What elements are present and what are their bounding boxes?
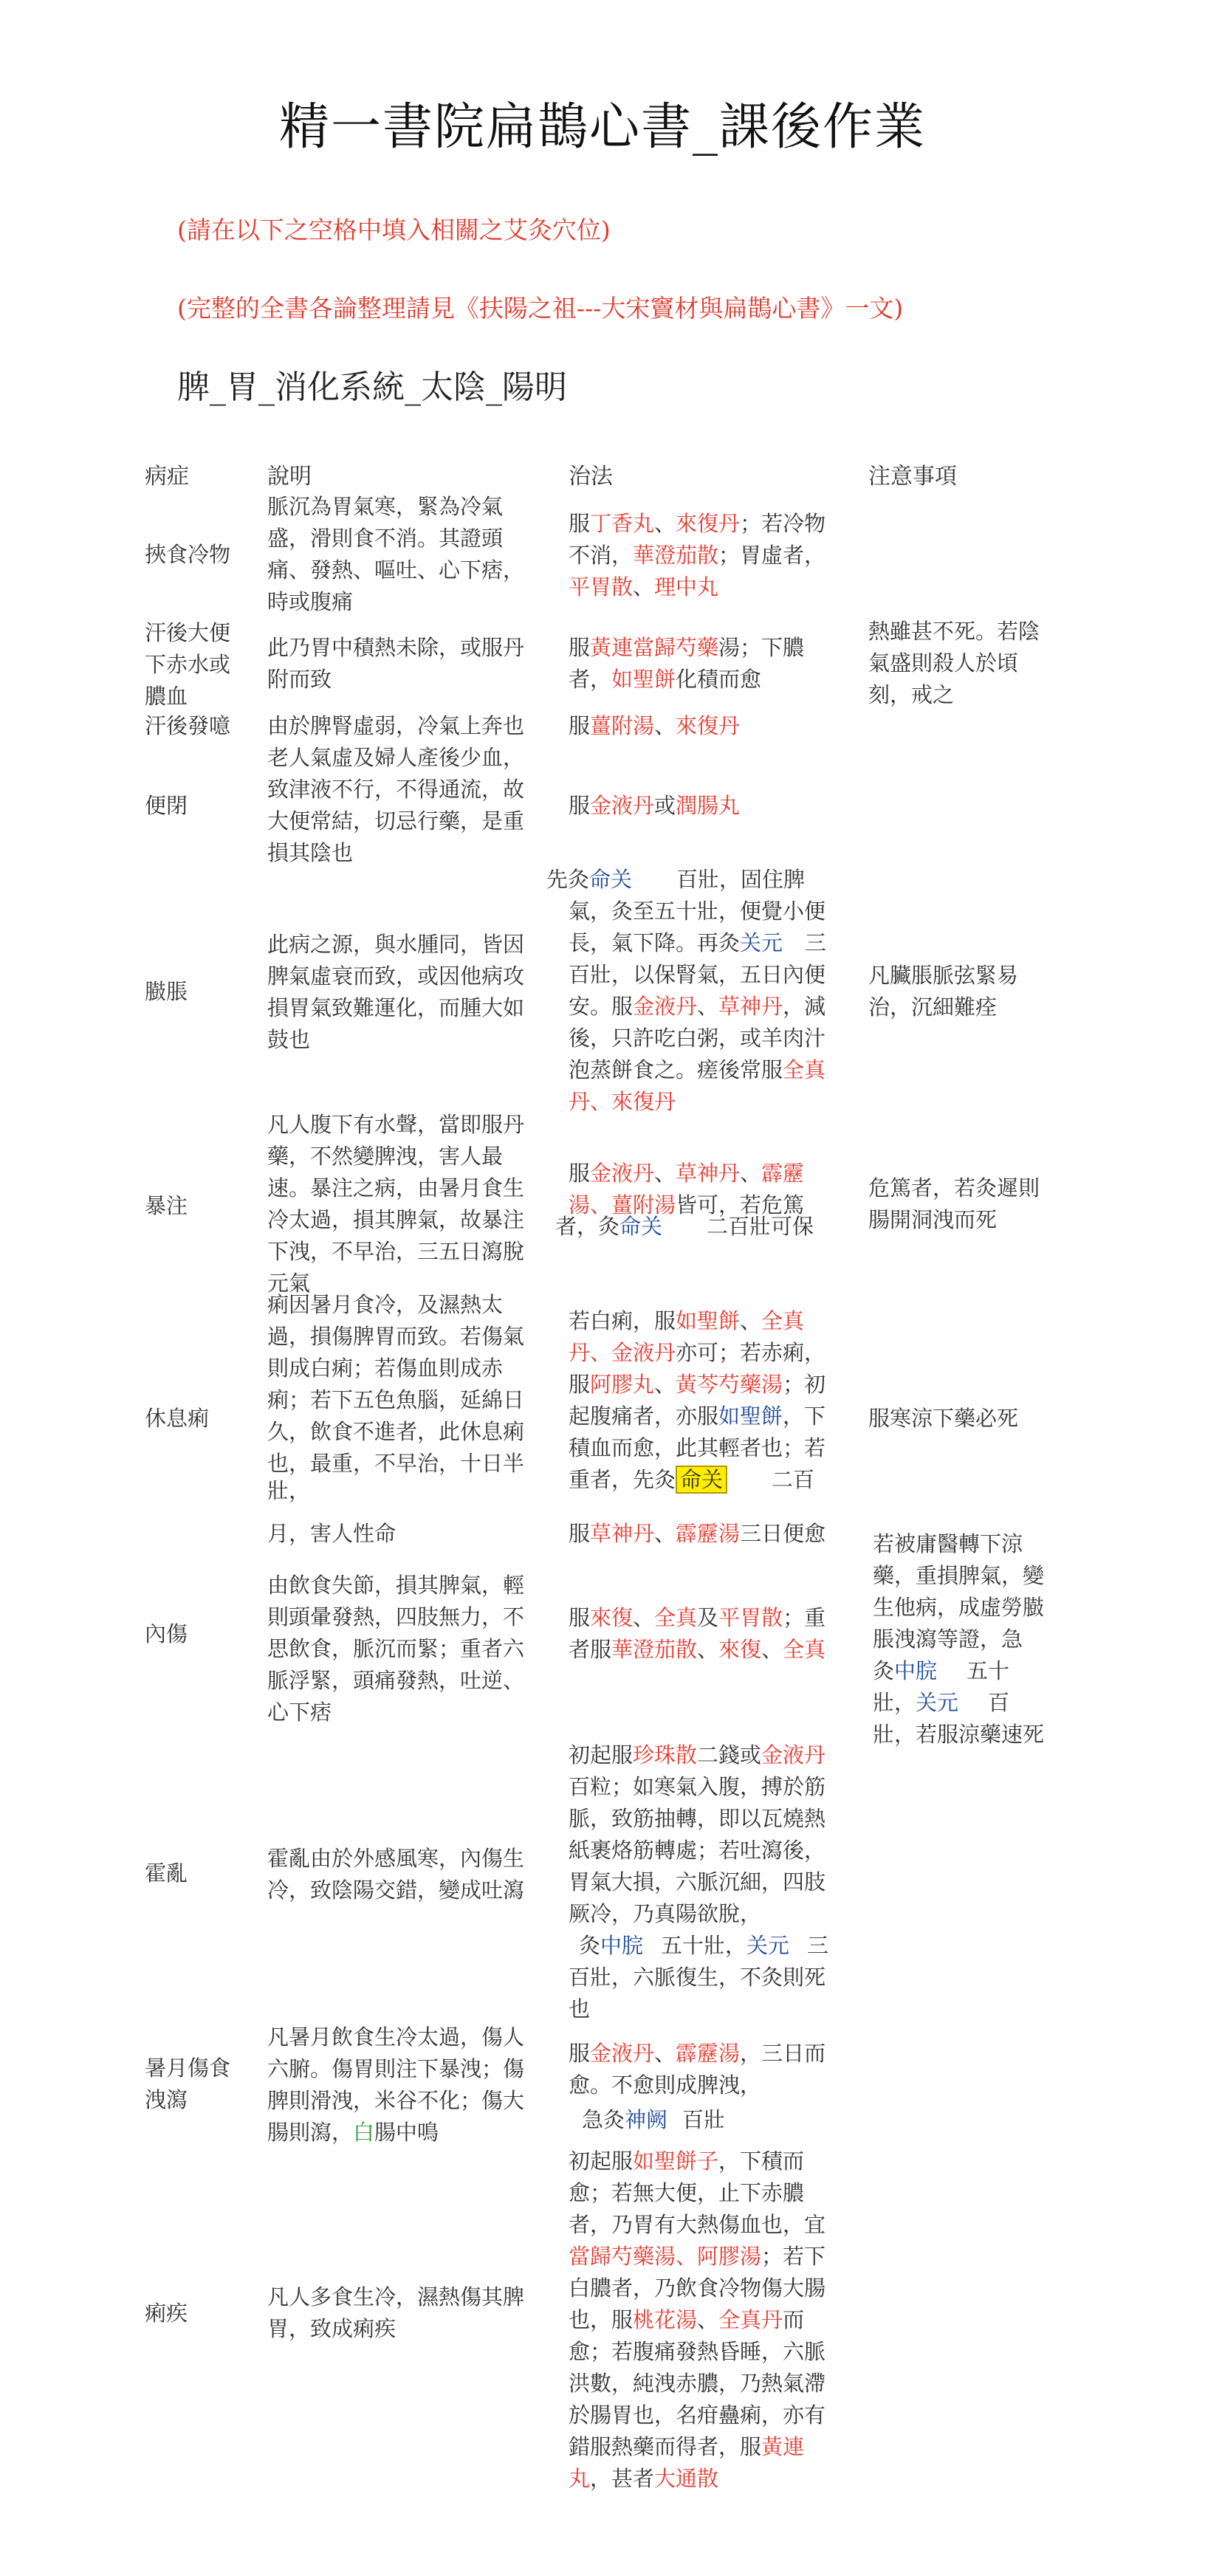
disease-cell: 痢疾	[145, 2301, 188, 2326]
remedy: 來復丹	[676, 511, 741, 536]
note-cell: 服寒涼下藥必死	[868, 1406, 1019, 1431]
remedy: 金液丹	[590, 1161, 655, 1186]
remedy: 金液丹	[611, 1340, 676, 1365]
treat-cell: 初起服如聖餅子，下積而 愈；若無大便，止下赤膿 者，乃胃有大熱傷血也，宜 當歸芍藥湯、阿膠湯；若下 白膿者，乃飲食冷物傷大腸 也，服桃花湯、全真丹而 愈；若腹痛發熱昏睡，六脈 洪數，純洩赤膿，乃熱氣滯 於腸胃也，名疳蠱痢，亦有 錯服熱藥而得者，服黃連 丸，甚者大通散	[569, 2149, 826, 2491]
header-treat: 治法	[569, 464, 613, 490]
reference-note: (完整的全書各論整理請見《扶陽之祖---大宋竇材與扁鵲心書》一文)	[177, 294, 904, 323]
remedy: 霹靂湯	[676, 2041, 741, 2066]
remedy: 全真	[761, 1308, 805, 1333]
acupoint: 关元	[916, 1690, 959, 1715]
header-explain: 說明	[267, 464, 312, 490]
acupoint: 中脘	[894, 1658, 938, 1683]
remedy: 如聖餅	[718, 1404, 783, 1429]
instruction-note: (請在以下之空格中填入相關之艾灸穴位)	[177, 216, 611, 244]
acupoint: 关元	[746, 1933, 790, 1958]
remedy: 霹靂	[761, 1161, 805, 1186]
remedy: 草神丹	[590, 1521, 655, 1546]
header-note: 注意事項	[868, 464, 957, 490]
remedy: 全真丹	[718, 2307, 783, 2332]
remedy: 平胃散	[718, 1605, 783, 1630]
remedy: 阿膠湯	[697, 2244, 762, 2269]
treat-cell: 服草神丹、霹靂湯三日便愈	[569, 1521, 826, 1546]
note-cell: 危篤者，若灸遲則 腸開洞洩而死	[868, 1175, 1040, 1232]
treat-cell: 氣，灸至五十壯，便覺小便 長，氣下降。再灸关元 三 百壯，以保腎氣，五日內便 安。服金液丹、草神丹，減 後，只許吃白粥，或羊肉汁 泡蒸餅食之。瘥後常服全真 丹、來復丹	[569, 899, 827, 1114]
explain-cell: 凡暑月飲食生冷太過，傷人 六腑。傷胃則注下暴洩；傷 脾則滑洩，米谷不化；傷大 腸則瀉，白腸中鳴	[267, 2024, 525, 2145]
remedy: 草神丹	[718, 994, 783, 1019]
explain-cell: 月，害人性命	[267, 1521, 396, 1546]
remedy: 來復丹	[676, 713, 741, 738]
note-cell: 若被庸醫轉下涼 藥，重損脾氣，變 生他病，成虛勞臌 脹洩瀉等證，急 灸中脘 五十 壯，关元 百 壯，若服涼藥速死	[873, 1531, 1045, 1747]
remedy: 華澄茄散	[633, 543, 719, 568]
remedy: 薑附湯	[611, 1192, 676, 1217]
acupoint: 命关	[589, 867, 633, 892]
remedy: 金液丹	[761, 1742, 826, 1768]
disease-cell: 挾食冷物	[145, 542, 231, 567]
remedy: 如聖餅	[676, 1308, 741, 1333]
remedy: 阿膠丸	[590, 1372, 655, 1397]
remedy: 來復丹	[611, 1089, 676, 1114]
note-cell: 熱雖甚不死。若陰 氣盛則殺人於頃 刻，戒之	[868, 619, 1040, 707]
explain-cell: 此病之源，與水腫同，皆因 脾氣虛衰而致，或因他病攻 損胃氣致難運化，而腫大如 鼓也	[267, 932, 525, 1052]
explain-cell: 痢因暑月食冷，及濕熱太 過，損傷脾胃而致。若傷氣 則成白痢；若傷血則成赤 痢；若下五色魚腦，延綿日 久，飲食不進者，此休息痢 也，最重，不早治，十日半 壯，	[267, 1292, 525, 1503]
disease-cell: 臌脹	[145, 979, 188, 1004]
disease-cell: 汗後大便 下赤水或 膿血	[145, 620, 231, 709]
remedy: 全真	[783, 1057, 826, 1082]
remedy: 珍珠散	[633, 1742, 698, 1768]
remedy: 來復	[718, 1637, 762, 1662]
disease-cell: 汗後發噫	[145, 713, 231, 738]
disease-cell: 休息痢	[145, 1406, 210, 1431]
explain-cell: 由於脾腎虛弱，冷氣上奔也 老人氣虛及婦人產後少血，	[267, 713, 525, 770]
treat-cell: 服金液丹、草神丹、霹靂 湯、薑附湯皆可，若危篤	[569, 1161, 805, 1217]
disease-cell: 暴注	[145, 1193, 188, 1218]
remedy: 黃芩芍藥湯	[676, 1372, 783, 1397]
remedy: 平胃散	[569, 574, 634, 600]
remedy: 丁香丸	[590, 511, 655, 536]
remedy: 華澄茄散	[611, 1637, 698, 1662]
remedy: 草神丹	[676, 1161, 741, 1186]
disease-cell: 便閉	[145, 793, 188, 818]
remedy: 丹	[569, 1340, 591, 1365]
explain-cell: 致津液不行，不得通流，故 大便常結，切忌行藥，是重 損其陰也	[267, 777, 525, 865]
remedy: 全真	[783, 1637, 826, 1662]
remedy: 湯	[569, 1192, 591, 1217]
acupoint: 神阙	[625, 2107, 668, 2132]
section-title: 脾_胃_消化系統_太陰_陽明	[177, 368, 567, 406]
explain-cell: 凡人腹下有水聲，當即服丹 藥，不然變脾洩，害人最 速。暴注之病，由暑月食生 冷太過，損其脾氣，故暴注 下洩，不早治，三五日瀉脫 元氣	[267, 1112, 525, 1296]
treat-cell: 服金液丹、霹靂湯，三日而 愈。不愈則成脾洩，	[569, 2041, 826, 2098]
highlighted-acupoint: 命关	[676, 1466, 727, 1494]
explain-cell: 脈沉為胃氣寒，緊為冷氣 盛，滑則食不消。其證頭 痛、發熱、嘔吐、心下痞， 時或腹痛	[267, 494, 525, 614]
note-cell: 凡臟脹脈弦緊易 治，沉細難痊	[868, 963, 1019, 1020]
remedy: 金液丹	[590, 2041, 655, 2066]
disease-cell: 霍亂	[145, 1861, 188, 1886]
acupoint: 命关	[619, 1214, 663, 1239]
treat-cell: 先灸命关 百壯，固住脾	[546, 867, 806, 892]
treat-cell: 服來復、全真及平胃散；重 者服華澄茄散、來復、全真	[569, 1605, 826, 1662]
explain-cell: 此乃胃中積熱未除，或服丹 附而致	[267, 635, 525, 692]
remedy: 當歸芍藥湯	[569, 2244, 676, 2269]
treat-cell: 急灸神阙 百壯	[582, 2107, 726, 2132]
remedy: 潤腸丸	[676, 793, 741, 818]
remedy: 金液丹	[590, 793, 655, 818]
explain-cell: 由飲食失節，損其脾氣，輕 則頭暈發熱，四肢無力，不 思飲食，脈沉而緊；重者六 脈浮緊，頭痛發熱，吐逆、 心下痞	[267, 1573, 525, 1725]
acupoint: 中脘	[600, 1933, 644, 1958]
remedy: 來復	[590, 1605, 634, 1630]
remedy: 全真	[654, 1605, 698, 1630]
explain-cell: 凡人多食生冷，濕熱傷其脾 胃，致成痢疾	[267, 2284, 525, 2341]
acupoint: 关元	[740, 930, 783, 955]
treat-cell: 若白痢，服如聖餅、全真 丹、金液丹亦可；若赤痢， 服阿膠丸、黃芩芍藥湯；初 起腹痛者，亦服如聖餅，下 積血而愈，此其輕者也；若 重者，先灸 命关 二百	[569, 1308, 826, 1492]
treat-cell: 服黃連當歸芍藥湯；下膿 者，如聖餅化積而愈	[569, 635, 805, 692]
treat-cell: 服丁香丸、來復丹；若冷物 不消，華澄茄散；胃虛者， 平胃散、理中丸	[569, 511, 826, 600]
disease-cell: 內傷	[145, 1621, 188, 1646]
remedy: 理中丸	[654, 574, 719, 600]
treat-cell: 者，灸命关 二百壯可保	[555, 1214, 814, 1239]
treat-cell: 服金液丹或潤腸丸	[569, 793, 741, 818]
remedy: 黃連當歸芍藥	[590, 635, 719, 660]
page-title: 精一書院扁鵲心書_課後作業	[278, 98, 926, 157]
disease-cell: 暑月傷食 洩瀉	[145, 2055, 231, 2112]
remedy: 黃連	[761, 2434, 805, 2459]
remedy: 霹靂湯	[676, 1521, 741, 1546]
remedy: 金液丹	[633, 994, 698, 1019]
remedy: 桃花湯	[633, 2307, 698, 2332]
remedy: 丸	[569, 2466, 591, 2491]
remedy: 如聖餅	[611, 667, 676, 692]
remedy: 薑附湯	[590, 713, 655, 738]
treat-cell: 服薑附湯、來復丹	[569, 713, 741, 738]
remedy: 丹	[569, 1089, 591, 1114]
treat-cell: 初起服珍珠散二錢或金液丹 百粒；如寒氣入腹，搏於筋 脈，致筋抽轉，即以瓦燒熱 紙裹烙筋轉處；若吐瀉後， 胃氣大損，六脈沉細，四肢 厥冷，乃真陽欲脫， 灸中脘 五十壯，关元 三 百壯，六脈復生，不灸則死 也	[569, 1742, 829, 2022]
remedy: 如聖餅子	[633, 2149, 719, 2174]
remedy: 大通散	[654, 2466, 719, 2491]
explain-cell: 霍亂由於外感風寒，內傷生 冷，致陰陽交錯，變成吐瀉	[267, 1846, 525, 1903]
header-disease: 病症	[145, 464, 189, 490]
